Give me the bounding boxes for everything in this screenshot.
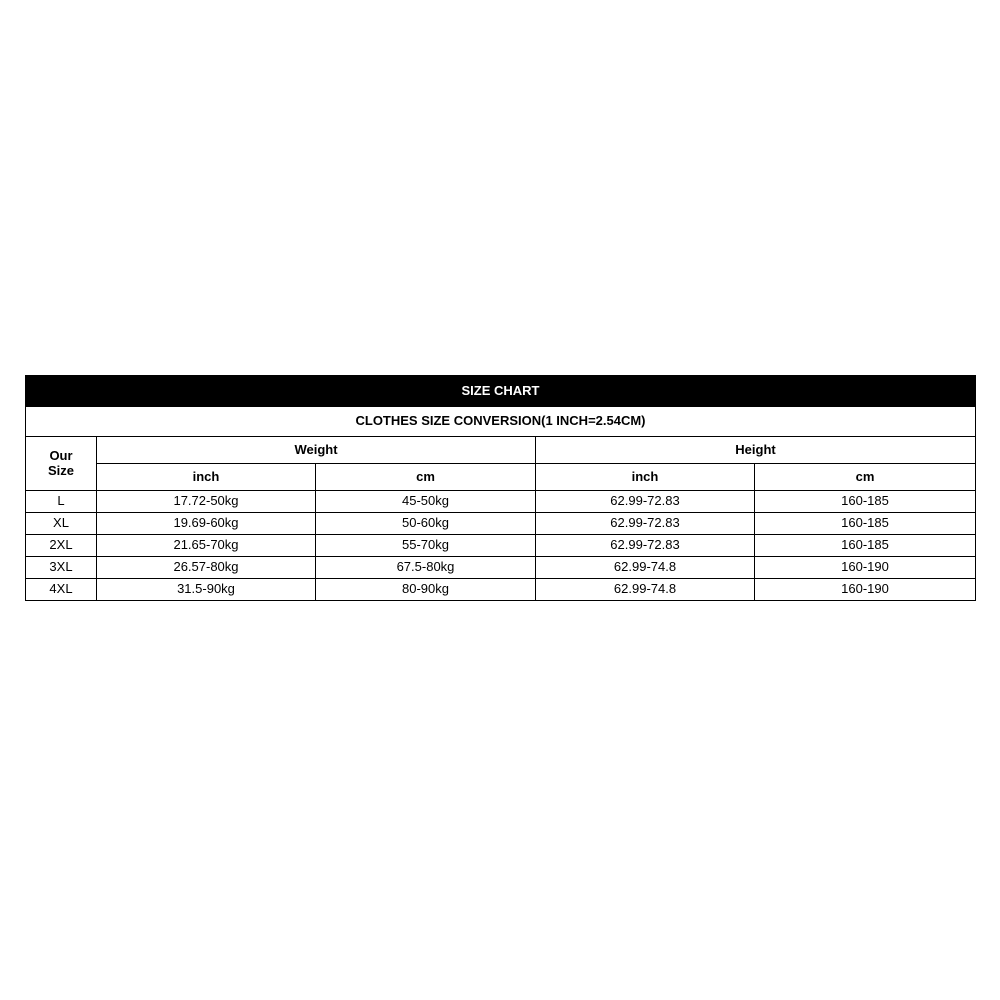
weight-group-header: Weight bbox=[97, 437, 536, 464]
table-row bbox=[26, 579, 976, 601]
size-cell: 4XL bbox=[26, 579, 97, 601]
height-cm-cell: 160-190 bbox=[755, 557, 976, 579]
height-cm-header: cm bbox=[755, 464, 976, 491]
group-header-row bbox=[26, 437, 976, 464]
weight-inch-cell: 17.72-50kg bbox=[97, 491, 316, 513]
chart-title: SIZE CHART bbox=[26, 376, 976, 407]
weight-inch-cell: 19.69-60kg bbox=[97, 513, 316, 535]
height-cm-cell: 160-185 bbox=[755, 513, 976, 535]
chart-subtitle: CLOTHES SIZE CONVERSION(1 INCH=2.54CM) bbox=[26, 407, 976, 437]
table-row bbox=[26, 513, 976, 535]
size-chart-body bbox=[26, 376, 976, 601]
weight-inch-cell: 21.65-70kg bbox=[97, 535, 316, 557]
table-row bbox=[26, 491, 976, 513]
weight-inch-cell: 31.5-90kg bbox=[97, 579, 316, 601]
height-inch-cell: 62.99-74.8 bbox=[536, 579, 755, 601]
weight-cm-cell: 80-90kg bbox=[316, 579, 536, 601]
size-header-line1: Our bbox=[49, 448, 73, 464]
subtitle-row bbox=[26, 407, 976, 437]
weight-cm-cell: 45-50kg bbox=[316, 491, 536, 513]
size-cell: L bbox=[26, 491, 97, 513]
height-cm-cell: 160-190 bbox=[755, 579, 976, 601]
size-column-header bbox=[26, 437, 97, 491]
height-inch-header: inch bbox=[536, 464, 755, 491]
size-cell: 2XL bbox=[26, 535, 97, 557]
size-chart bbox=[25, 375, 975, 601]
title-row bbox=[26, 376, 976, 407]
weight-cm-cell: 50-60kg bbox=[316, 513, 536, 535]
height-inch-cell: 62.99-74.8 bbox=[536, 557, 755, 579]
weight-cm-header: cm bbox=[316, 464, 536, 491]
height-inch-cell: 62.99-72.83 bbox=[536, 513, 755, 535]
unit-header-row bbox=[26, 464, 976, 491]
size-header-line2: Size bbox=[47, 462, 74, 478]
weight-cm-cell: 67.5-80kg bbox=[316, 557, 536, 579]
size-chart-table bbox=[25, 375, 976, 601]
weight-inch-cell: 26.57-80kg bbox=[97, 557, 316, 579]
size-cell: XL bbox=[26, 513, 97, 535]
height-inch-cell: 62.99-72.83 bbox=[536, 535, 755, 557]
height-inch-cell: 62.99-72.83 bbox=[536, 491, 755, 513]
height-cm-cell: 160-185 bbox=[755, 491, 976, 513]
size-cell: 3XL bbox=[26, 557, 97, 579]
height-group-header: Height bbox=[536, 437, 976, 464]
table-row bbox=[26, 557, 976, 579]
weight-cm-cell: 55-70kg bbox=[316, 535, 536, 557]
height-cm-cell: 160-185 bbox=[755, 535, 976, 557]
table-row bbox=[26, 535, 976, 557]
weight-inch-header: inch bbox=[97, 464, 316, 491]
